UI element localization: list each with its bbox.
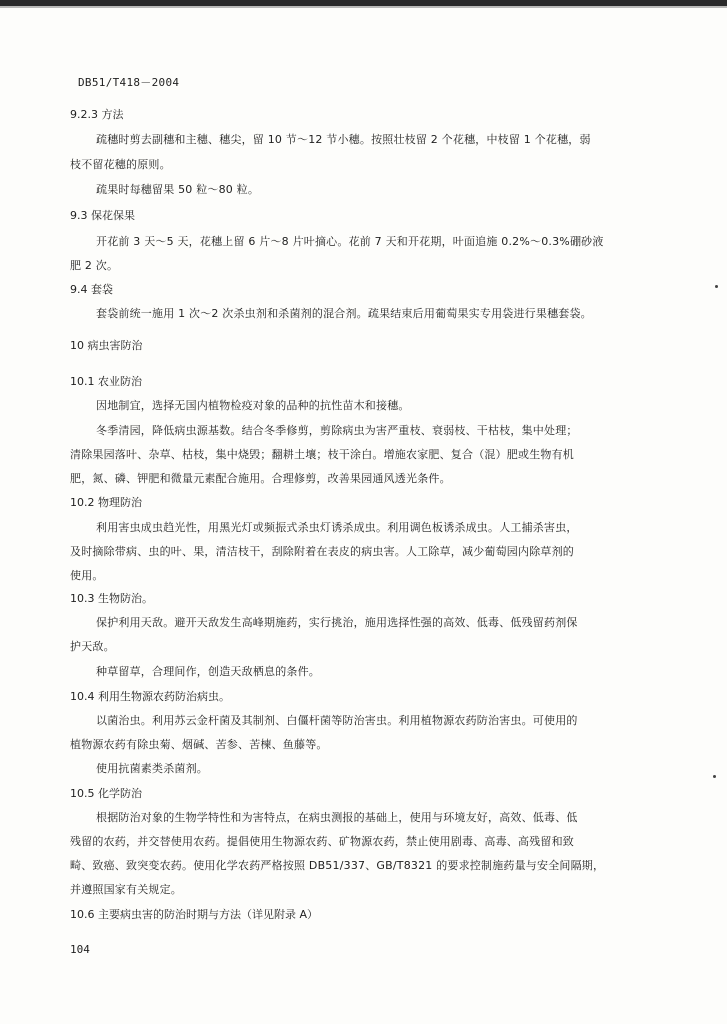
paragraph-line: 套袋前统一施用 1 次～2 次杀虫剂和杀菌剂的混合剂。疏果结束后用葡萄果实专用袋进行果穗套袋。	[96, 307, 592, 320]
paragraph-line: 及时摘除带病、虫的叶、果，清洁枝干，刮除附着在表皮的病虫害。人工除草，减少葡萄园内除草剂的	[70, 545, 574, 558]
heading-10: 10 病虫害防治	[70, 339, 143, 352]
heading-10-3: 10.3 生物防治。	[70, 592, 153, 605]
paragraph-line: 肥 2 次。	[70, 259, 119, 272]
paragraph-line: 利用害虫成虫趋光性，用黑光灯或频振式杀虫灯诱杀成虫。利用调色板诱杀成虫。人工捕杀害虫，	[96, 521, 578, 534]
top-border-shadow	[0, 6, 727, 8]
paragraph-line: 并遵照国家有关规定。	[70, 883, 182, 896]
paragraph-line: 疏穗时剪去副穗和主穗、穗尖，留 10 节～12 节小穗。按照壮枝留 2 个花穗，中枝留 1 个花穗，弱	[96, 133, 591, 146]
heading-10-2: 10.2 物理防治	[70, 496, 142, 509]
paragraph-line: 使用。	[70, 569, 104, 582]
paragraph-line: 冬季清园，降低病虫源基数。结合冬季修剪，剪除病虫为害严重枝、衰弱枝、干枯枝，集中处理；	[96, 424, 578, 437]
paragraph-line: 使用抗菌素类杀菌剂。	[96, 762, 208, 775]
heading-10-4: 10.4 利用生物源农药防治病虫。	[70, 690, 230, 703]
paragraph-line: 残留的农药，并交替使用农药。提倡使用生物源农药、矿物源农药，禁止使用剧毒、高毒、高残留和致	[70, 835, 574, 848]
heading-10-6: 10.6 主要病虫害的防治时期与方法（详见附录 A）	[70, 908, 319, 921]
heading-9-2-3: 9.2.3 方法	[70, 108, 124, 121]
paragraph-line: 枝不留花穗的原则。	[70, 158, 171, 171]
heading-10-1: 10.1 农业防治	[70, 375, 142, 388]
paragraph-line: 疏果时每穗留果 50 粒～80 粒。	[96, 183, 260, 196]
paragraph-line: 保护利用天敌。避开天敌发生高峰期施药，实行挑治，施用选择性强的高效、低毒、低残留药剂保	[96, 616, 578, 629]
paragraph-line: 种草留草，合理间作，创造天敌栖息的条件。	[96, 665, 320, 678]
paragraph-line: 护天敌。	[70, 640, 115, 653]
scan-speck	[713, 775, 716, 778]
scan-speck	[715, 285, 718, 288]
paragraph-line: 因地制宜，选择无国内植物检疫对象的品种的抗性苗木和接穗。	[96, 399, 410, 412]
paragraph-line: 以菌治虫。利用苏云金杆菌及其制剂、白僵杆菌等防治害虫。利用植物源农药防治害虫。可使用的	[96, 714, 578, 727]
paragraph-line: 植物源农药有除虫菊、烟碱、苦参、苦楝、鱼藤等。	[70, 738, 328, 751]
heading-9-3: 9.3 保花保果	[70, 209, 135, 222]
paragraph-line: 肥，氮、磷、钾肥和微量元素配合施用。合理修剪，改善果园通风透光条件。	[70, 472, 451, 485]
heading-10-5: 10.5 化学防治	[70, 787, 142, 800]
paragraph-line: 清除果园落叶、杂草、枯枝，集中烧毁；翻耕土壤；枝干涂白。增施农家肥、复合（混）肥或生物有机	[70, 448, 574, 461]
standard-code: DB51/T418－2004	[78, 76, 180, 89]
paragraph-line: 畸、致癌、致突变农药。使用化学农药严格按照 DB51/337、GB/T8321 的要求控制施药量与安全间隔期，	[70, 859, 605, 872]
heading-9-4: 9.4 套袋	[70, 283, 113, 296]
paragraph-line: 根据防治对象的生物学特性和为害特点，在病虫测报的基础上，使用与环境友好，高效、低毒、低	[96, 811, 578, 824]
page-number: 104	[70, 943, 90, 956]
paragraph-line: 开花前 3 天～5 天，花穗上留 6 片～8 片叶摘心。花前 7 天和开花期，叶面追施 0.2%～0.3%硼砂液	[96, 235, 604, 248]
